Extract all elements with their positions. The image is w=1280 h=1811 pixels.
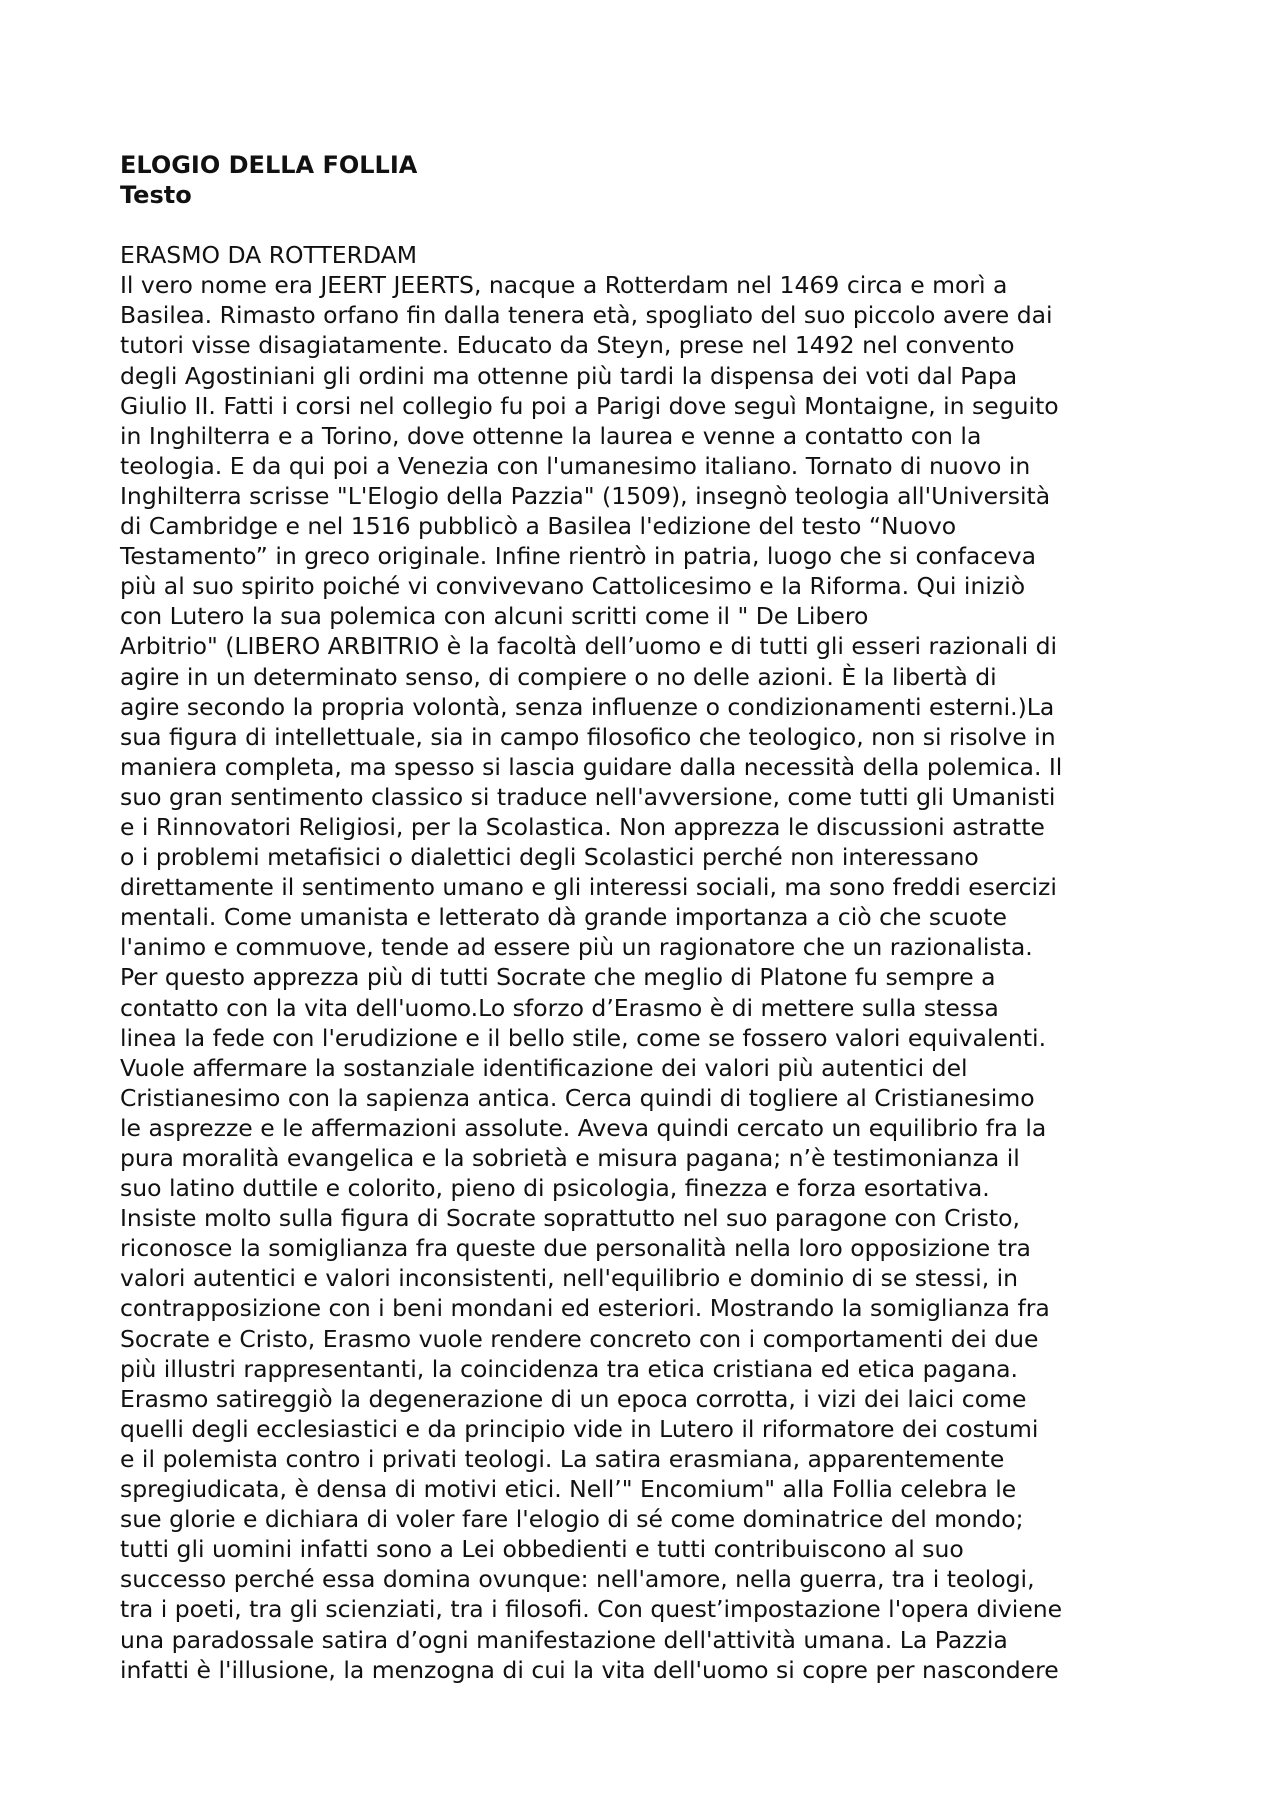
body-text-line: l'animo e commuove, tende ad essere più un ragionatore che un razionalista. [120,933,1033,962]
body-text-line: sua figura di intellettuale, sia in campo filosofico che teologico, non si risolve in [120,722,1056,751]
body-text-line: spregiudicata, è densa di motivi etici. Nell’" Encomium" alla Follia celebra le [120,1475,1017,1504]
body-text-line: Inghilterra scrisse "L'Elogio della Pazzia" (1509), insegnò teologia all'Università [120,481,1051,510]
body-text-line: Per questo apprezza più di tutti Socrate che meglio di Platone fu sempre a [120,963,996,992]
body-text-line: degli Agostiniani gli ordini ma ottenne più tardi la dispensa dei voti dal Papa [120,361,1018,390]
body-text-line: Il vero nome era JEERT JEERTS, nacque a Rotterdam nel 1469 circa e morì a [120,271,1008,300]
body-text-line: riconosce la somiglianza fra queste due personalità nella loro opposizione tra [120,1234,1031,1263]
body-text-line: Testamento” in greco originale. Infine rientrò in patria, luogo che si confaceva [120,542,1036,571]
body-text-line: e il polemista contro i privati teologi. La satira erasmiana, apparentemente [120,1444,1005,1473]
body-text-line: tutti gli uomini infatti sono a Lei obbedienti e tutti contribuiscono al suo [120,1535,964,1564]
blank-line [120,210,1180,240]
body-text-line: valori autentici e valori inconsistenti, nell'equilibrio e dominio di se stessi, in [120,1264,1019,1293]
body-text [120,270,1180,1684]
body-text-line: Socrate e Cristo, Erasmo vuole rendere concreto con i comportamenti dei due [120,1324,1039,1353]
body-text-line: di Cambridge e nel 1516 pubblicò a Basilea l'edizione del testo “Nuovo [120,512,957,541]
body-text-line: contrapposizione con i beni mondani ed esteriori. Mostrando la somiglianza fra [120,1294,1050,1323]
body-text-line: con Lutero la sua polemica con alcuni scritti come il " De Libero [120,602,869,631]
body-text-line: suo gran sentimento classico si traduce nell'avversione, come tutti gli Umanisti [120,782,1056,811]
body-text-line: Erasmo satireggiò la degenerazione di un epoca corrotta, i vizi dei laici come [120,1384,1027,1413]
body-text-line: pura moralità evangelica e la sobrietà e misura pagana; n’è testimonianza il [120,1144,1020,1172]
body-text-line: più al suo spirito poiché vi convivevano Cattolicesimo e la Riforma. Qui iniziò [120,572,1026,601]
document-title: ELOGIO DELLA FOLLIA [120,151,418,179]
body-text-line: successo perché essa domina ovunque: nell'amore, nella guerra, tra i teologi, [120,1565,1035,1594]
body-text-line: quelli degli ecclesiastici e da principio vide in Lutero il riformatore dei costumi [120,1414,1039,1443]
body-text-line: le asprezze e le affermazioni assolute. Aveva quindi cercato un equilibrio fra la [120,1113,1047,1142]
body-text-line: sue glorie e dichiara di voler fare l'elogio di sé come dominatrice del mondo; [120,1505,1024,1534]
body-text-line: Vuole affermare la sostanziale identificazione dei valori più autentici del [120,1053,968,1082]
body-text-line: infatti è l'illusione, la menzogna di cui la vita dell'uomo si copre per nascondere [120,1655,1059,1684]
body-text-line: maniera completa, ma spesso si lascia guidare dalla necessità della polemica. Il [120,752,1063,781]
body-text-line: Basilea. Rimasto orfano fin dalla tenera età, spogliato del suo piccolo avere dai [120,301,1053,330]
body-text-line: contatto con la vita dell'uomo.Lo sforzo d’Erasmo è di mettere sulla stessa [120,993,999,1022]
body-text-line: più illustri rappresentanti, la coincidenza tra etica cristiana ed etica pagana. [120,1354,1018,1383]
body-text-line: suo latino duttile e colorito, pieno di psicologia, finezza e forza esortativa. [120,1174,990,1203]
body-text-line: tutori visse disagiatamente. Educato da Steyn, prese nel 1492 nel convento [120,331,1015,360]
body-text-line: direttamente il sentimento umano e gli interessi sociali, ma sono freddi esercizi [120,873,1057,902]
body-text-line: mentali. Come umanista e letterato dà grande importanza a ciò che scuote [120,903,1007,932]
body-text-line: teologia. E da qui poi a Venezia con l'umanesimo italiano. Tornato di nuovo in [120,451,1031,480]
document-subtitle: Testo [120,181,192,210]
body-text-line: una paradossale satira d’ogni manifestazione dell'attività umana. La Pazzia [120,1625,1008,1654]
body-text-line: Insiste molto sulla figura di Socrate soprattutto nel suo paragone con Cristo, [120,1204,1020,1233]
body-text-line: agire secondo la propria volontà, senza influenze o condizionamenti esterni.)La [120,692,1055,721]
body-text-line: o i problemi metafisici o dialettici degli Scolastici perché non interessano [120,843,979,872]
body-text-line: Arbitrio" (LIBERO ARBITRIO è la facoltà dell’uomo e di tutti gli esseri razionali di [120,632,1058,661]
document-body [120,150,1180,1685]
body-text-line: tra i poeti, tra gli scienziati, tra i filosofi. Con quest’impostazione l'opera diviene [120,1595,1063,1624]
body-text-line: in Inghilterra e a Torino, dove ottenne la laurea e venne a contatto con la [120,421,982,450]
body-text-line: e i Rinnovatori Religiosi, per la Scolastica. Non apprezza le discussioni astratte [120,812,1045,841]
author-heading: ERASMO DA ROTTERDAM [120,241,418,270]
body-text-line: Giulio II. Fatti i corsi nel collegio fu poi a Parigi dove seguì Montaigne, in seguito [120,391,1059,420]
body-text-line: linea la fede con l'erudizione e il bello stile, come se fossero valori equivalenti. [120,1023,1047,1052]
body-text-line: agire in un determinato senso, di compiere o no delle azioni. È la libertà di [120,662,997,691]
body-text-line: Cristianesimo con la sapienza antica. Cerca quindi di togliere al Cristianesimo [120,1083,1035,1112]
